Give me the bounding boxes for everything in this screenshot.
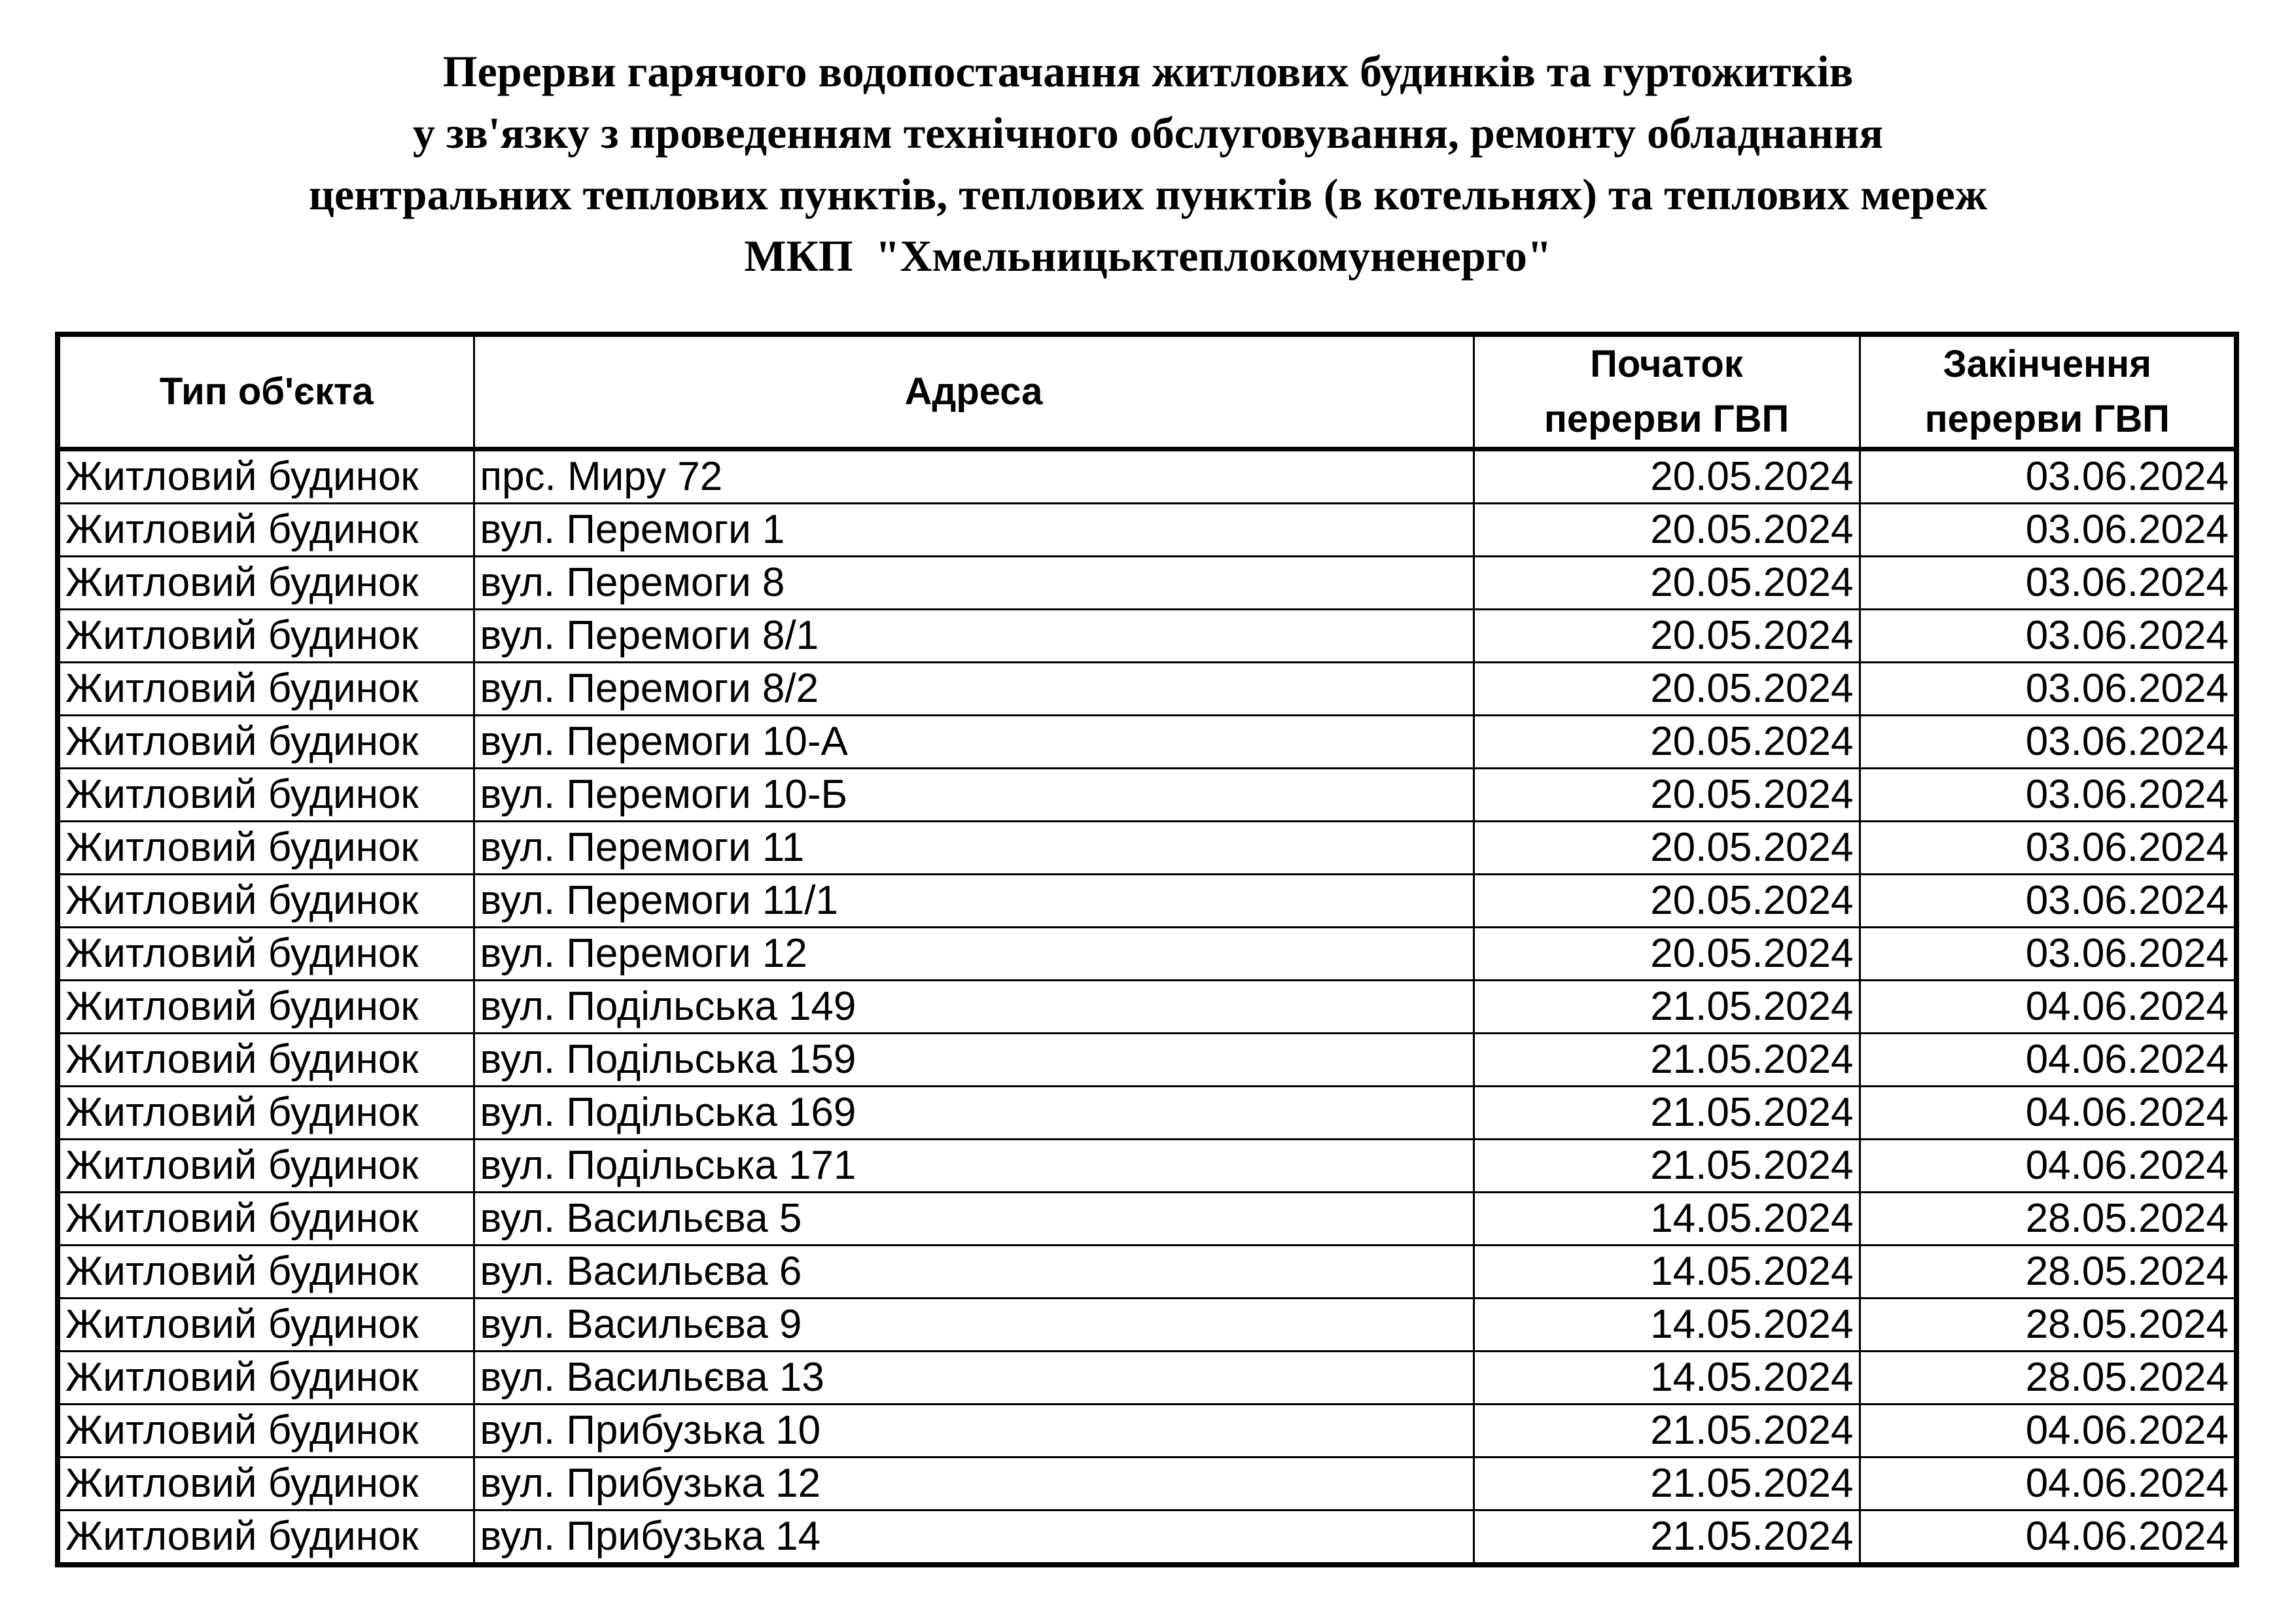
cell-address: вул. Перемоги 8/1 — [474, 610, 1474, 663]
title-line: МКП "Хмельницьктеплокомуненерго" — [744, 231, 1552, 281]
table-row — [58, 1510, 2236, 1565]
cell-address: вул. Перемоги 10-А — [474, 716, 1474, 769]
cell-end-date: 28.05.2024 — [1860, 1246, 2236, 1299]
header-address-label: Адреса — [904, 370, 1043, 413]
cell-object-type: Житловий будинок — [58, 1405, 474, 1457]
cell-object-type: Житловий будинок — [58, 1193, 474, 1246]
table-row — [58, 663, 2236, 716]
title-line: Перерви гарячого водопостачання житлових будинків та гуртожитків — [442, 46, 1854, 96]
cell-end-date: 03.06.2024 — [1860, 928, 2236, 981]
header-row — [58, 334, 2236, 449]
header-start-label-line: перерви ГВП — [1544, 398, 1790, 440]
title-line: у зв'язку з проведенням технічного обслуговування, ремонту обладнання — [412, 108, 1884, 158]
table-row — [58, 769, 2236, 822]
cell-object-type: Житловий будинок — [58, 875, 474, 928]
cell-end-date: 04.06.2024 — [1860, 1510, 2236, 1565]
cell-end-date: 28.05.2024 — [1860, 1352, 2236, 1405]
header-object-type-label: Тип об'єкта — [159, 370, 374, 413]
table-row — [58, 1405, 2236, 1457]
table-row — [58, 1193, 2236, 1246]
cell-object-type: Житловий будинок — [58, 1140, 474, 1193]
cell-end-date: 04.06.2024 — [1860, 1034, 2236, 1087]
table-row — [58, 928, 2236, 981]
title-line: центральних теплових пунктів, теплових пунктів (в котельнях) та теплових мереж — [308, 169, 1988, 219]
cell-object-type: Житловий будинок — [58, 1457, 474, 1510]
table-row — [58, 449, 2236, 504]
outage-table — [55, 332, 2239, 1567]
table-row — [58, 1140, 2236, 1193]
cell-end-date: 03.06.2024 — [1860, 663, 2236, 716]
cell-end-date: 04.06.2024 — [1860, 1140, 2236, 1193]
table-row — [58, 1299, 2236, 1352]
table-row — [58, 822, 2236, 875]
cell-address: вул. Прибузька 10 — [474, 1405, 1474, 1457]
cell-start-date: 20.05.2024 — [1474, 449, 1860, 504]
cell-start-date: 20.05.2024 — [1474, 663, 1860, 716]
table-row — [58, 504, 2236, 557]
table-body — [58, 449, 2236, 1565]
cell-end-date: 03.06.2024 — [1860, 822, 2236, 875]
cell-address: вул. Перемоги 8 — [474, 557, 1474, 610]
cell-end-date: 03.06.2024 — [1860, 769, 2236, 822]
cell-address: вул. Прибузька 12 — [474, 1457, 1474, 1510]
cell-address: вул. Перемоги 10-Б — [474, 769, 1474, 822]
table-row — [58, 981, 2236, 1034]
cell-object-type: Житловий будинок — [58, 449, 474, 504]
cell-object-type: Житловий будинок — [58, 504, 474, 557]
header-address — [474, 334, 1474, 449]
cell-address: вул. Подільська 171 — [474, 1140, 1474, 1193]
cell-start-date: 14.05.2024 — [1474, 1352, 1860, 1405]
header-end-label-line: Закінчення — [1943, 343, 2152, 385]
cell-object-type: Житловий будинок — [58, 557, 474, 610]
cell-start-date: 21.05.2024 — [1474, 1405, 1860, 1457]
cell-address: вул. Васильєва 5 — [474, 1193, 1474, 1246]
cell-end-date: 04.06.2024 — [1860, 1087, 2236, 1140]
cell-object-type: Житловий будинок — [58, 981, 474, 1034]
cell-end-date: 04.06.2024 — [1860, 981, 2236, 1034]
cell-start-date: 20.05.2024 — [1474, 557, 1860, 610]
cell-end-date: 03.06.2024 — [1860, 610, 2236, 663]
cell-end-date: 03.06.2024 — [1860, 875, 2236, 928]
cell-object-type: Житловий будинок — [58, 928, 474, 981]
table-row — [58, 1087, 2236, 1140]
cell-object-type: Житловий будинок — [58, 1352, 474, 1405]
table-header — [58, 334, 2236, 449]
table-row — [58, 875, 2236, 928]
cell-end-date: 03.06.2024 — [1860, 557, 2236, 610]
cell-address: вул. Перемоги 11 — [474, 822, 1474, 875]
table-row — [58, 1457, 2236, 1510]
table-row — [58, 1352, 2236, 1405]
cell-address: вул. Подільська 149 — [474, 981, 1474, 1034]
cell-end-date: 28.05.2024 — [1860, 1299, 2236, 1352]
header-object-type — [58, 334, 474, 449]
cell-end-date: 03.06.2024 — [1860, 716, 2236, 769]
cell-end-date: 04.06.2024 — [1860, 1457, 2236, 1510]
cell-start-date: 20.05.2024 — [1474, 716, 1860, 769]
cell-object-type: Житловий будинок — [58, 1246, 474, 1299]
header-start-label-line: Початок — [1590, 343, 1743, 385]
cell-object-type: Житловий будинок — [58, 716, 474, 769]
cell-start-date: 14.05.2024 — [1474, 1246, 1860, 1299]
cell-end-date: 04.06.2024 — [1860, 1405, 2236, 1457]
header-end-label-line: перерви ГВП — [1924, 398, 2170, 440]
cell-end-date: 03.06.2024 — [1860, 449, 2236, 504]
cell-start-date: 20.05.2024 — [1474, 769, 1860, 822]
cell-start-date: 21.05.2024 — [1474, 1034, 1860, 1087]
cell-start-date: 20.05.2024 — [1474, 822, 1860, 875]
cell-start-date: 14.05.2024 — [1474, 1193, 1860, 1246]
cell-end-date: 03.06.2024 — [1860, 504, 2236, 557]
cell-object-type: Житловий будинок — [58, 1510, 474, 1565]
cell-object-type: Житловий будинок — [58, 1299, 474, 1352]
cell-object-type: Житловий будинок — [58, 769, 474, 822]
cell-start-date: 14.05.2024 — [1474, 1299, 1860, 1352]
cell-address: вул. Перемоги 8/2 — [474, 663, 1474, 716]
table-row — [58, 610, 2236, 663]
table-row — [58, 557, 2236, 610]
cell-end-date: 28.05.2024 — [1860, 1193, 2236, 1246]
header-start-date — [1474, 334, 1860, 449]
table-row — [58, 716, 2236, 769]
cell-address: вул. Подільська 159 — [474, 1034, 1474, 1087]
cell-object-type: Житловий будинок — [58, 610, 474, 663]
cell-start-date: 21.05.2024 — [1474, 1510, 1860, 1565]
cell-start-date: 20.05.2024 — [1474, 875, 1860, 928]
document-title — [0, 41, 2296, 287]
cell-address: вул. Перемоги 1 — [474, 504, 1474, 557]
cell-start-date: 21.05.2024 — [1474, 1140, 1860, 1193]
cell-object-type: Житловий будинок — [58, 1034, 474, 1087]
header-end-date — [1860, 334, 2236, 449]
cell-object-type: Житловий будинок — [58, 822, 474, 875]
cell-object-type: Житловий будинок — [58, 1087, 474, 1140]
cell-start-date: 20.05.2024 — [1474, 610, 1860, 663]
cell-address: вул. Подільська 169 — [474, 1087, 1474, 1140]
cell-address: вул. Васильєва 6 — [474, 1246, 1474, 1299]
table-row — [58, 1034, 2236, 1087]
cell-address: прс. Миру 72 — [474, 449, 1474, 504]
cell-address: вул. Перемоги 12 — [474, 928, 1474, 981]
cell-address: вул. Васильєва 13 — [474, 1352, 1474, 1405]
cell-start-date: 21.05.2024 — [1474, 981, 1860, 1034]
cell-start-date: 20.05.2024 — [1474, 504, 1860, 557]
cell-address: вул. Васильєва 9 — [474, 1299, 1474, 1352]
table-row — [58, 1246, 2236, 1299]
cell-object-type: Житловий будинок — [58, 663, 474, 716]
cell-start-date: 21.05.2024 — [1474, 1087, 1860, 1140]
cell-address: вул. Прибузька 14 — [474, 1510, 1474, 1565]
cell-start-date: 20.05.2024 — [1474, 928, 1860, 981]
cell-address: вул. Перемоги 11/1 — [474, 875, 1474, 928]
cell-start-date: 21.05.2024 — [1474, 1457, 1860, 1510]
